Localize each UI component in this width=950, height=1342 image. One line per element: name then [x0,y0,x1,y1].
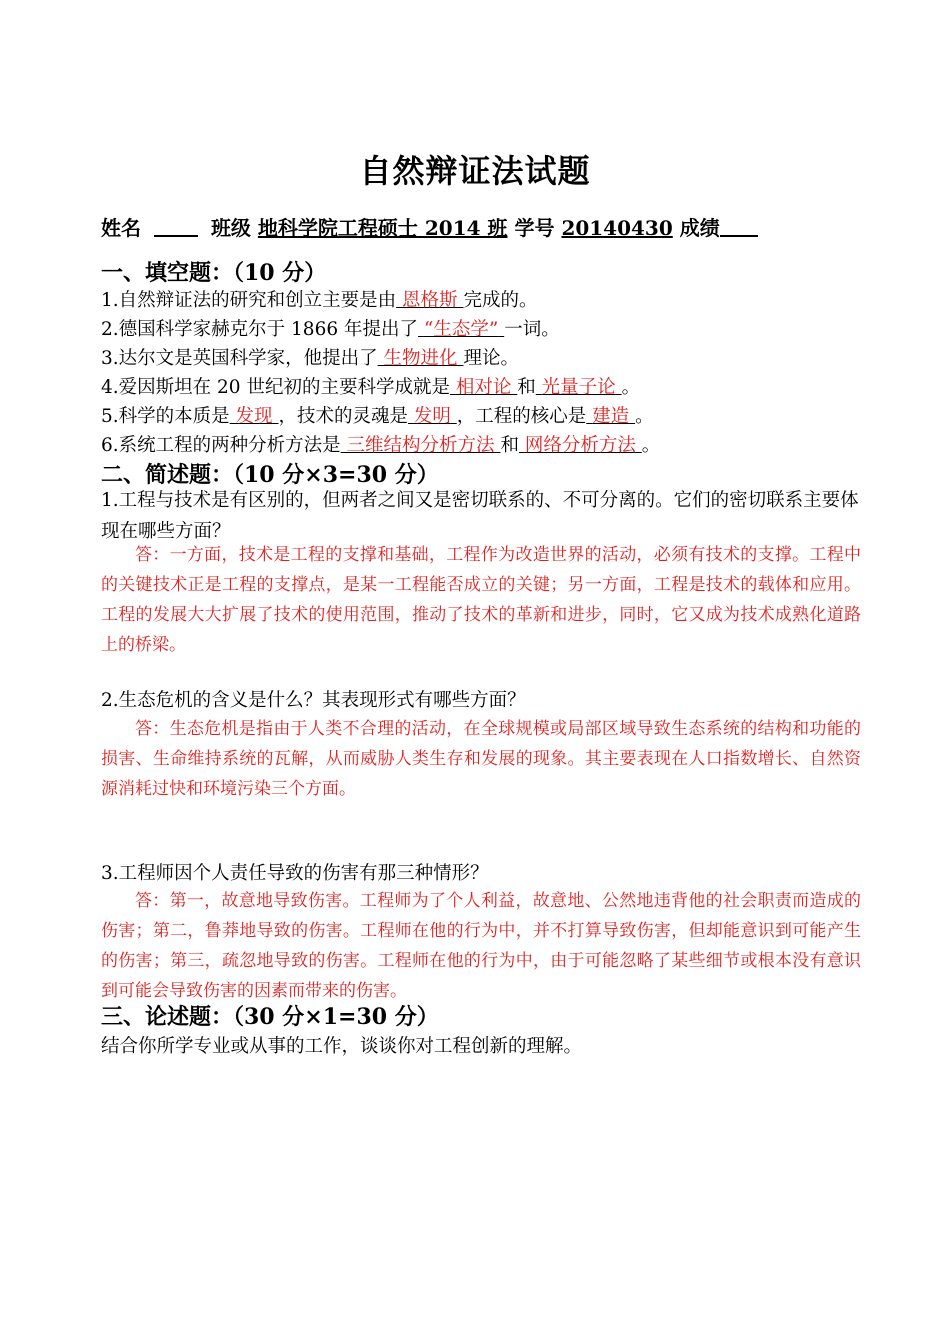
fill-answer: 相对论 [455,377,512,398]
fill-text: 6.系统工程的两种分析方法是 [101,435,341,456]
essay-question: 结合你所学专业或从事的工作，谈谈你对工程创新的理解。 [101,1036,583,1057]
fill-text: 和 [517,377,536,398]
fill-text: 4.爱因斯坦在 20 世纪初的主要科学成就是 [101,377,450,398]
fill-text: 1.自然辩证法的研究和创立主要是由 [101,290,397,311]
fill-answer: 发现 [235,406,273,427]
fill-text: 5.科学的本质是 [101,406,230,427]
answer-2: 答：生态危机是指由于人类不合理的活动，在全球规模或局部区域导致生态系统的结构和功能的损害、生命维持系统的瓦解，从而威胁人类生存和发展的现象。其主要表现在人口指数增长、自然资源消耗过快和环境污染三个方面。 [101,719,861,799]
fill-answer: 恩格斯 [402,290,458,311]
fill-text: 2.德国科学家赫克尔于 1866 年提出了 [101,319,418,340]
fill-answer: 三维结构分析方法 [346,435,495,456]
fill-item-1 [101,286,537,312]
fill-answer: 光量子论 [541,377,616,398]
class-label: 班级 [210,216,251,240]
name-blank [154,215,198,237]
fill-item-2 [101,315,560,341]
answer-1: 答：一方面，技术是工程的支撑和基础，工程作为改造世界的活动，必须有技术的支撑。工程中的关键技术正是工程的支撑点，是某一工程能否成立的关键；另一方面，工程是技术的载体和应用。工程的发展大大扩展了技术的使用范围，推动了技术的革新和进步，同时，它又成为技术成熟化道路上的桥梁。 [101,545,861,655]
fill-answer: 网络分析方法 [524,435,636,456]
id-label: 学号 [514,216,555,240]
answer-3: 答：第一，故意地导致伤害。工程师为了个人利益，故意地、公然地违背他的社会职责而造成的伤害；第二，鲁莽地导致的伤害。工程师在他的行为中，并不打算导致伤害，但却能意识到可能产生的伤害；第三，疏忽地导致的伤害。工程师在他的行为中，由于可能忽略了某些细节或根本没有意识到可能会导致伤害的因素而带来的伤害。 [101,891,861,1001]
section1-heading: 一、填空题：（10 分） [101,260,327,286]
question-2: 2.生态危机的含义是什么？其表现形式有哪些方面？ [101,690,526,711]
fill-text: ，工程的核心是 [456,406,587,427]
fill-text: 3.达尔文是英国科学家，他提出了 [101,348,378,369]
id-value: 20140430 [561,216,673,240]
fill-text: 。 [635,406,654,427]
fill-text: 完成的。 [463,290,538,311]
fill-text: 和 [500,435,519,456]
fill-item-5 [101,402,654,428]
fill-text: 一词。 [504,319,560,340]
fill-item-6 [101,431,660,457]
fill-text: 理论。 [463,348,519,369]
section2-heading: 二、简述题：（10 分×3=30 分） [101,462,439,488]
fill-text: ，技术的灵魂是 [278,406,408,427]
score-label: 成绩 [679,216,720,240]
fill-answer: 建造 [592,406,630,427]
fill-item-4 [101,373,640,399]
page-title: 自然辩证法试题 [359,152,591,190]
name-label: 姓名 [101,216,141,240]
fill-answer: 发明 [413,406,451,427]
score-blank [720,215,758,237]
section3-heading: 三、论述题：（30 分×1=30 分） [101,1004,439,1030]
fill-answer: 生物进化 [383,348,458,369]
fill-answer: “生态学” [423,319,499,340]
question-3: 3.工程师因个人责任导致的伤害有那三种情形？ [101,863,489,884]
student-info-line [101,212,758,241]
question-1: 1.工程与技术是有区别的，但两者之间又是密切联系的、不可分离的。它们的密切联系主要体现在哪些方面？ [101,490,859,542]
fill-item-3 [101,344,519,370]
class-value: 地科学院工程硕士 2014 班 [257,216,508,240]
fill-text: 。 [641,435,661,456]
fill-text: 。 [621,377,641,398]
